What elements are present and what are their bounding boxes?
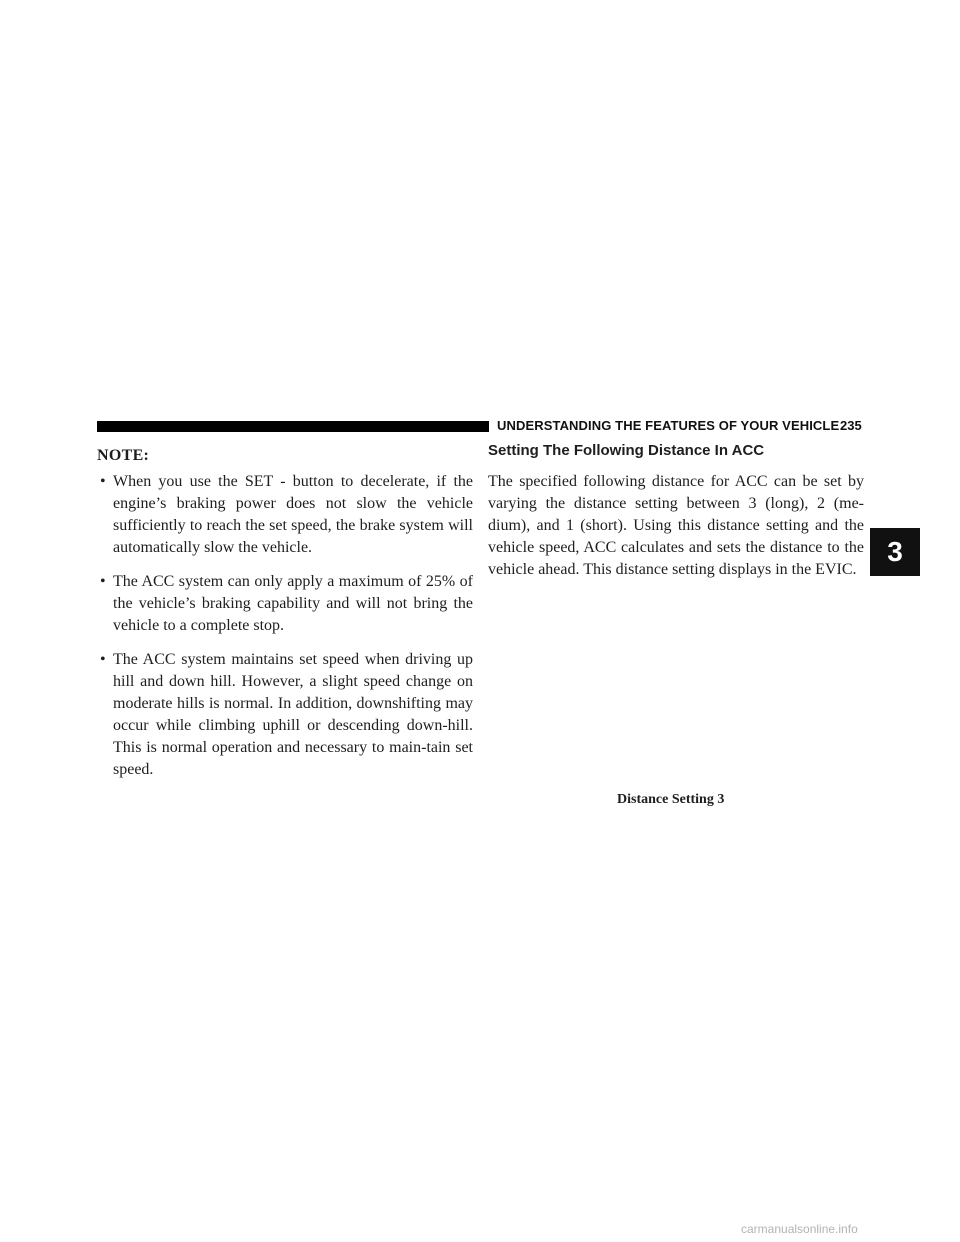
bullet-icon: • xyxy=(100,473,106,490)
section-body-paragraph: The specified following distance for ACC can be set by varying the distance setting between 3 (long), 2 (me-dium), and 1 (short). Using this distance setting and the vehicle speed, ACC calculates and sets the distance to the vehicle ahead. This distance setting displays in the EVIC. xyxy=(488,473,864,578)
note-bullet-text: When you use the SET - button to decelerate, if the engine’s braking power does not slow the vehicle sufficiently to reach the set speed, the brake system will automatically slow the vehicle. xyxy=(113,473,473,556)
watermark: carmanualsonline.info xyxy=(741,1222,858,1236)
page-number: 235 xyxy=(840,418,862,433)
note-bullet-list xyxy=(97,471,473,793)
running-header-title: UNDERSTANDING THE FEATURES OF YOUR VEHICLE xyxy=(497,418,840,433)
figure-caption: Distance Setting 3 xyxy=(617,792,725,807)
note-bullet-item xyxy=(97,649,473,781)
header-rule-bar xyxy=(97,421,489,432)
bullet-icon: • xyxy=(100,651,106,668)
bullet-icon: • xyxy=(100,573,106,590)
note-bullet-item xyxy=(97,571,473,637)
note-bullet-text: The ACC system can only apply a maximum of 25% of the vehicle’s braking capability and will not bring the vehicle to a complete stop. xyxy=(113,573,473,634)
note-bullet-text: The ACC system maintains set speed when driving up hill and down hill. However, a slight speed change on moderate hills is normal. In addition, downshifting may occur while climbing uphill or descending down-hill. This is normal operation and necessary to main-tain set speed. xyxy=(113,651,473,778)
chapter-tab: 3 xyxy=(870,528,920,576)
note-heading: NOTE: xyxy=(97,447,150,464)
note-bullet-item xyxy=(97,471,473,559)
section-heading: Setting The Following Distance In ACC xyxy=(488,442,765,459)
